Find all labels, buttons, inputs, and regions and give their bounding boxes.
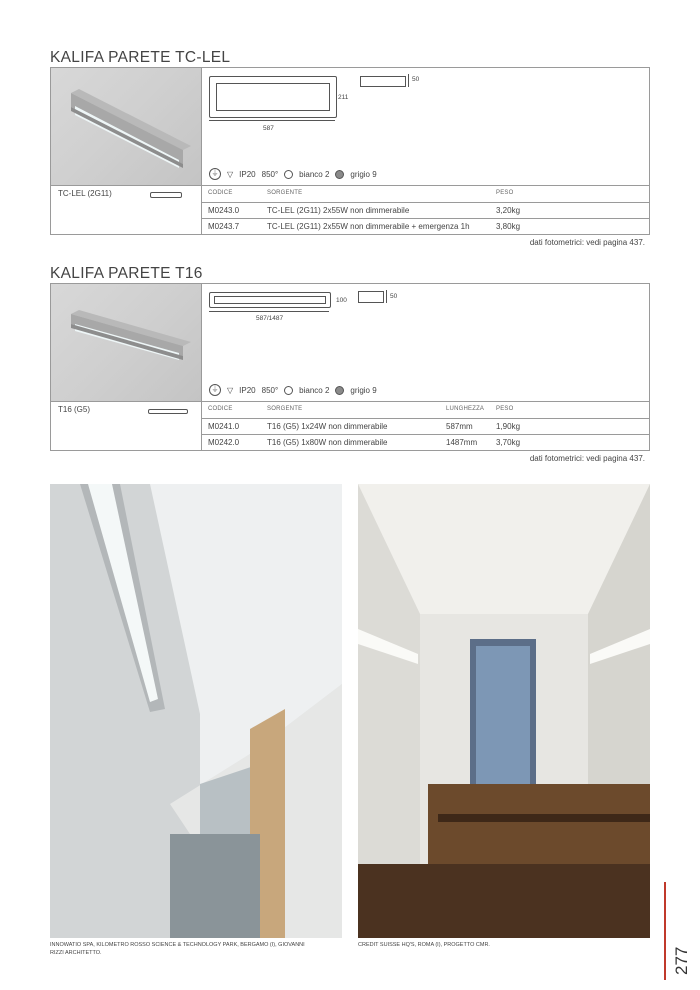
earth-ground-icon: ⏚ (209, 384, 221, 396)
section2-header-code: CODICE (208, 406, 233, 412)
lamp-tube-icon (148, 409, 188, 414)
lamp-tube-icon (150, 192, 182, 198)
section1-side-drawing (360, 76, 406, 87)
table-row-weight: 3,70kg (496, 438, 521, 447)
white-swatch-icon (284, 386, 293, 395)
table-row-length: 587mm (446, 422, 473, 431)
section2-depth-dim: 50 (390, 293, 398, 300)
table-row-code: M0243.7 (208, 222, 240, 231)
table-row-weight: 3,80kg (496, 222, 521, 231)
table-row-source: TC-LEL (2G11) 2x55W non dimmerabile (267, 206, 410, 215)
table-row-source: TC-LEL (2G11) 2x55W non dimmerabile + emergenza 1h (267, 222, 470, 231)
temperature-rating: 850° (261, 385, 279, 395)
staircase-photo (358, 484, 650, 938)
table-row-weight: 3,20kg (496, 206, 521, 215)
color-option-grey: grigio 9 (350, 385, 377, 395)
color-option-white: bianco 2 (299, 169, 330, 179)
ip-rating: IP20 (239, 385, 256, 395)
left-photo-caption: INNOWATIO SPA, KILOMETRO ROSSO SCIENCE & TECHNOLOGY PARK, BERGAMO (I), GIOVANNI RIZZI ARCHITETTO. (50, 942, 305, 956)
table-row-code: M0241.0 (208, 422, 240, 431)
table-row-code: M0242.0 (208, 438, 240, 447)
section1-title: KALIFA PARETE TC-LEL (50, 49, 231, 66)
page-accent-bar (664, 882, 666, 980)
grey-swatch-icon (335, 386, 344, 395)
section1-header-weight: PESO (496, 190, 514, 196)
section2-symbols-row (209, 384, 377, 396)
f-mark-icon: ▽ (227, 385, 234, 395)
table-row-code: M0243.0 (208, 206, 240, 215)
section2-header-length: LUNGHEZZA (446, 406, 485, 412)
section2-front-drawing (209, 292, 331, 308)
page-number: 277 (672, 946, 691, 975)
section1-symbols-row (209, 168, 377, 180)
color-option-white: bianco 2 (299, 385, 330, 395)
earth-ground-icon: ⏚ (209, 168, 221, 180)
table-row-source: T16 (G5) 1x80W non dimmerabile (267, 438, 388, 447)
section2-spec-box (50, 283, 650, 451)
section1-header-code: CODICE (208, 190, 233, 196)
section2-header-weight: PESO (496, 406, 514, 412)
section2-title: KALIFA PARETE T16 (50, 265, 203, 282)
section1-width-dim: 587 (263, 125, 274, 132)
right-photo-caption: CREDIT SUISSE HQ'S, ROMA (I), PROGETTO CMR. (358, 942, 490, 948)
table-row-weight: 1,90kg (496, 422, 521, 431)
section1-product-photo (51, 68, 201, 186)
wall-lamp-image (51, 68, 201, 186)
section1-spec-box (50, 67, 650, 235)
table-row-length: 1487mm (446, 438, 478, 447)
section2-height-dim: 100 (336, 297, 347, 304)
section1-photometric-note: dati fotometrici: vedi pagina 437. (529, 238, 645, 247)
section2-header-source: SORGENTE (267, 406, 303, 412)
section2-photometric-note: dati fotometrici: vedi pagina 437. (529, 454, 645, 463)
grey-swatch-icon (335, 170, 344, 179)
section2-product-photo (51, 284, 201, 402)
table-row-source: T16 (G5) 1x24W non dimmerabile (267, 422, 388, 431)
temperature-rating: 850° (261, 169, 279, 179)
ip-rating: IP20 (239, 169, 256, 179)
corridor-photo (50, 484, 342, 938)
wall-lamp-image (51, 284, 201, 402)
section2-lamp-label: T16 (G5) (58, 405, 91, 414)
f-mark-icon: ▽ (227, 169, 234, 179)
section1-depth-dim: 50 (412, 76, 420, 83)
color-option-grey: grigio 9 (350, 169, 377, 179)
section2-side-drawing (358, 291, 384, 303)
section1-front-drawing (209, 76, 337, 118)
section1-height-dim: 211 (338, 94, 349, 101)
white-swatch-icon (284, 170, 293, 179)
section1-header-source: SORGENTE (267, 190, 303, 196)
section1-lamp-label: TC-LEL (2G11) (58, 189, 112, 198)
section2-width-dim: 587/1487 (256, 315, 284, 322)
